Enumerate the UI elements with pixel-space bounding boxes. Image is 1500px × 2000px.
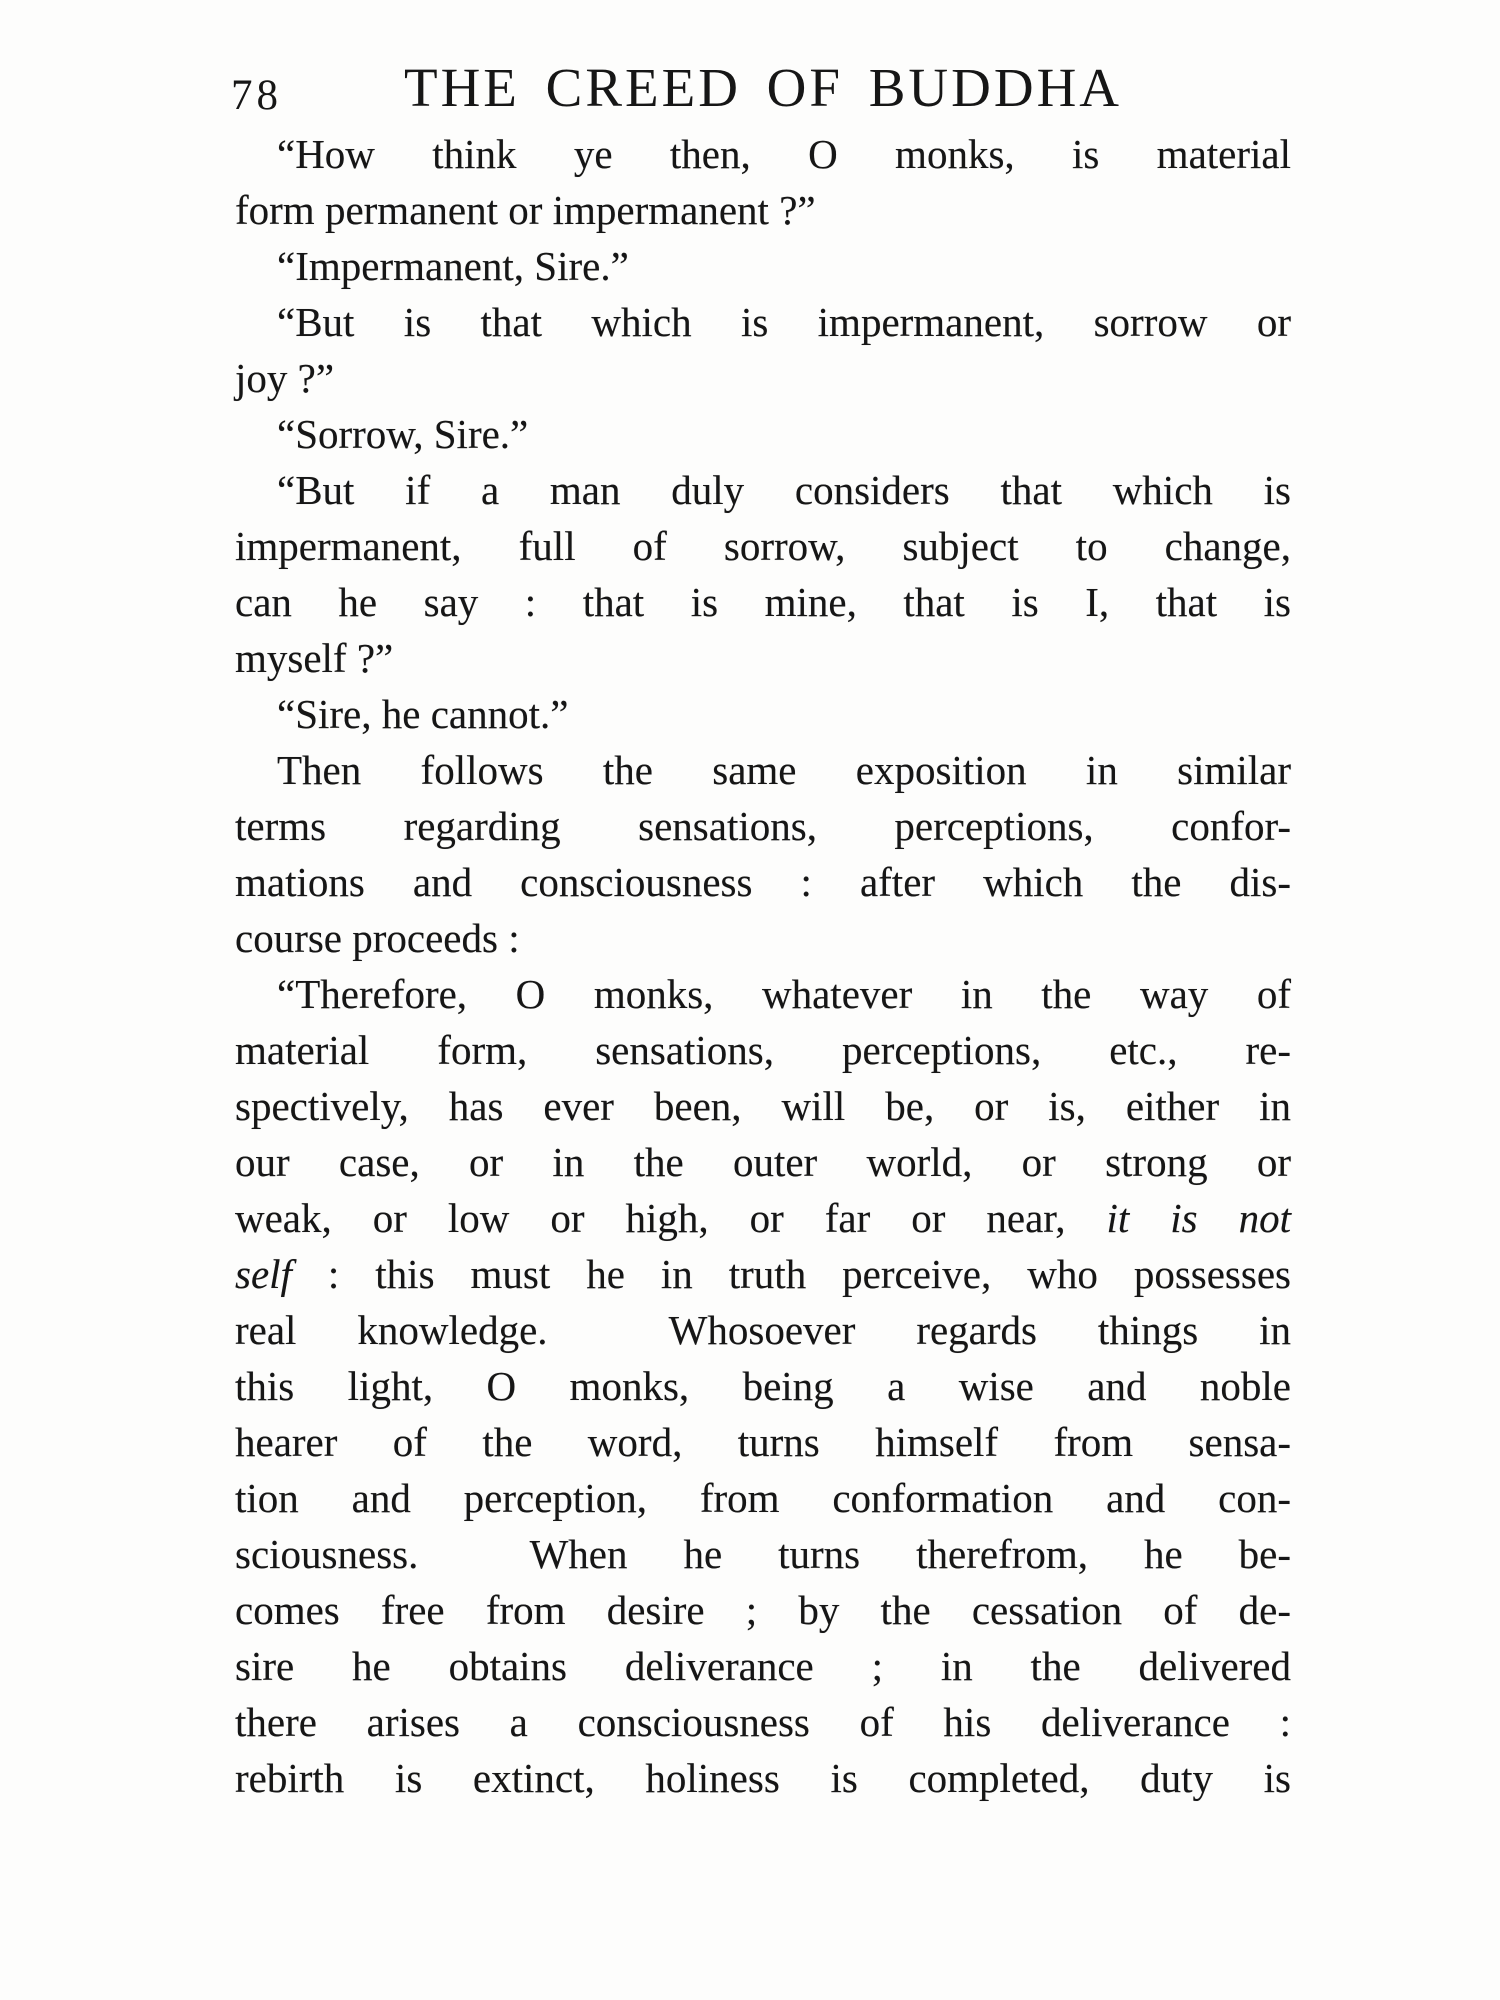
text-line: [235, 798, 1291, 854]
text-segment: mations and consciousness : after which the dis-: [235, 859, 1291, 905]
page-number: 78: [231, 72, 282, 119]
text-segment: rebirth is extinct, holiness is completed, duty is: [235, 1755, 1291, 1801]
running-title: THE CREED OF BUDDHA: [403, 57, 1123, 118]
text-segment: sire he obtains deliverance ; in the delivered: [235, 1643, 1291, 1689]
text-segment: “But is that which is impermanent, sorrow or: [277, 299, 1291, 345]
text-segment: comes free from desire ; by the cessation of de-: [235, 1587, 1291, 1633]
text-line: [235, 1694, 1291, 1750]
text-line: [235, 854, 1291, 910]
text-line: [235, 1470, 1291, 1526]
text-line: [235, 742, 1291, 798]
text-line: [235, 1414, 1291, 1470]
page-header: [231, 52, 1291, 132]
text-segment: course proceeds :: [235, 915, 520, 961]
text-segment: Then follows the same exposition in similar: [277, 747, 1291, 793]
text-segment: “Therefore, O monks, whatever in the way of: [277, 971, 1291, 1017]
text-segment: impermanent, full of sorrow, subject to change,: [235, 523, 1291, 569]
text-segment: form permanent or impermanent ?”: [235, 187, 816, 233]
text-segment: “Sire, he cannot.”: [277, 691, 569, 737]
text-line: [235, 630, 1291, 686]
text-line: [235, 1246, 1291, 1302]
text-line: [235, 1582, 1291, 1638]
text-line: [235, 1134, 1291, 1190]
text-segment: “How think ye then, O monks, is material: [277, 131, 1291, 177]
text-line: [235, 238, 1291, 294]
text-segment: “But if a man duly considers that which is: [277, 467, 1291, 513]
text-line: [235, 966, 1291, 1022]
italic-text-segment: self: [235, 1251, 292, 1297]
text-segment: terms regarding sensations, perceptions, confor-: [235, 803, 1291, 849]
text-line: [235, 1358, 1291, 1414]
text-line: [235, 574, 1291, 630]
text-line: [235, 1078, 1291, 1134]
text-segment: myself ?”: [235, 635, 394, 681]
text-line: [235, 462, 1291, 518]
body-text: [235, 126, 1291, 1806]
text-line: [235, 686, 1291, 742]
text-segment: sciousness. When he turns therefrom, he be-: [235, 1531, 1291, 1577]
text-segment: “Sorrow, Sire.”: [277, 411, 529, 457]
text-line: [235, 1302, 1291, 1358]
text-segment: material form, sensations, perceptions, etc., re-: [235, 1027, 1291, 1073]
text-line: [235, 910, 1291, 966]
text-segment: our case, or in the outer world, or strong or: [235, 1139, 1291, 1185]
text-segment: real knowledge. Whosoever regards things in: [235, 1307, 1291, 1353]
text-line: [235, 1190, 1291, 1246]
text-segment: there arises a consciousness of his deliverance :: [235, 1699, 1291, 1745]
text-line: [235, 1526, 1291, 1582]
text-segment: can he say : that is mine, that is I, that is: [235, 579, 1291, 625]
italic-text-segment: it is not: [1106, 1195, 1291, 1241]
text-line: [235, 1750, 1291, 1806]
text-segment: : this must he in truth perceive, who possesses: [291, 1251, 1291, 1297]
text-segment: “Impermanent, Sire.”: [277, 243, 629, 289]
text-segment: hearer of the word, turns himself from sensa-: [235, 1419, 1291, 1465]
text-line: [235, 406, 1291, 462]
text-line: [235, 1022, 1291, 1078]
text-segment: this light, O monks, being a wise and noble: [235, 1363, 1291, 1409]
text-segment: tion and perception, from conformation and con-: [235, 1475, 1291, 1521]
text-line: [235, 294, 1291, 350]
text-segment: spectively, has ever been, will be, or is, either in: [235, 1083, 1291, 1129]
text-line: [235, 518, 1291, 574]
text-line: [235, 182, 1291, 238]
text-segment: joy ?”: [235, 355, 335, 401]
text-segment: weak, or low or high, or far or near,: [235, 1195, 1107, 1241]
text-line: [235, 1638, 1291, 1694]
text-line: [235, 126, 1291, 182]
text-line: [235, 350, 1291, 406]
